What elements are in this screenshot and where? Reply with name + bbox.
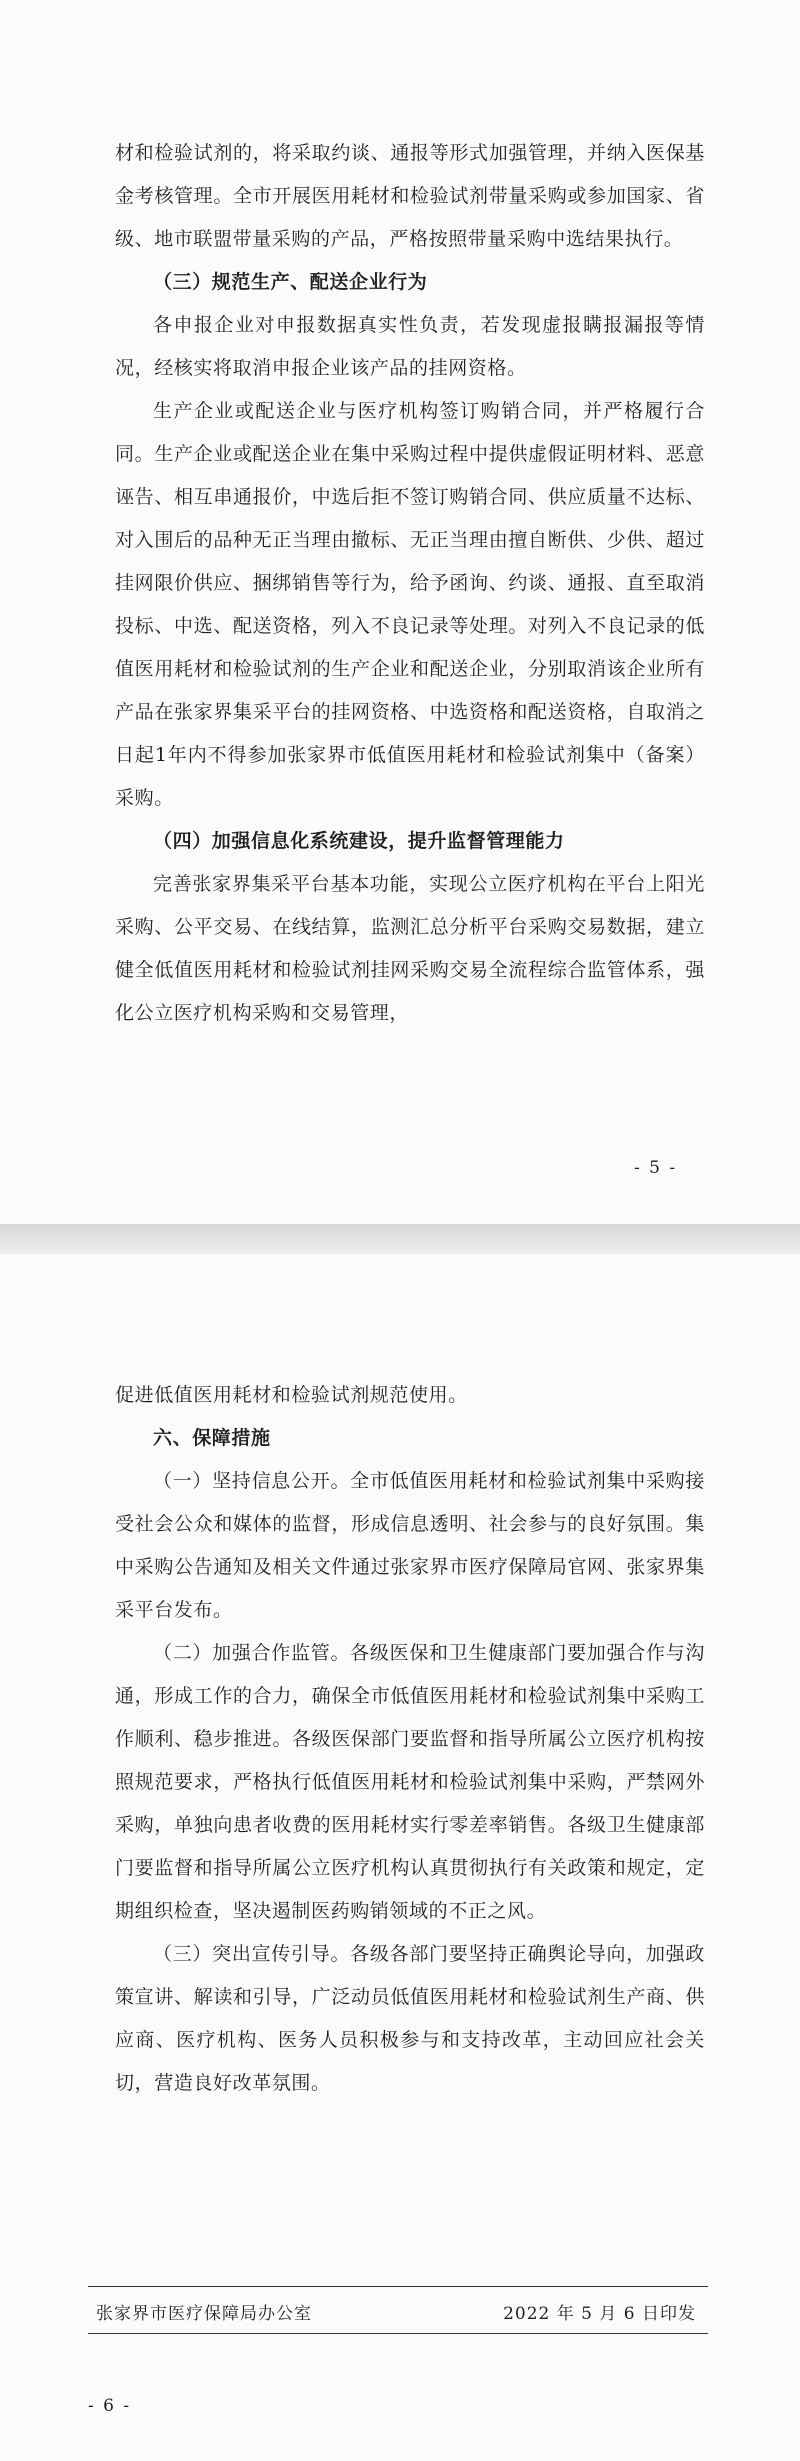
paragraph: 生产企业或配送企业与医疗机构签订购销合同，并严格履行合同。生产企业或配送企业在集中采购过程中提供虚假证明材料、恶意诬告、相互串通报价，中选后拒不签订购销合同、供应质量不达标、对入围后的品种无正当理由撤标、无正当理由擅自断供、少供、超过挂网限价供应、捆绑销售等行为，给予函询、约谈、通报、直至取消投标、中选、配送资格，列入不良记录等处理。对列入不良记录的低值医用耗材和检验试剂的生产企业和配送企业，分别取消该企业所有产品在张家界集采平台的挂网资格、中选资格和配送资格，自取消之日起1年内不得参加张家界市低值医用耗材和检验试剂集中（备案）采购。 xyxy=(115,400,705,809)
page-separator xyxy=(0,1224,800,1254)
document-page-5 xyxy=(0,0,800,1224)
page-number: - 5 - xyxy=(634,1158,678,1178)
paragraph: （二）加强合作监管。各级医保和卫生健康部门要加强合作与沟通，形成工作的合力，确保全市低值医用耗材和检验试剂集中采购工作顺利、稳步推进。各级医保部门要监督和指导所属公立医疗机构按照规范要求，严格执行低值医用耗材和检验试剂集中采购，严禁网外采购，单独向患者收费的医用耗材实行零差率销售。各级卫生健康部门要监督和指导所属公立医疗机构认真贯彻执行有关政策和规定，定期组织检查，坚决遏制医药购销领域的不正之风。 xyxy=(115,1642,705,1922)
issue-date: 2022 年 5 月 6 日印发 xyxy=(503,2304,696,2324)
section-heading: （三）规范生产、配送企业行为 xyxy=(153,271,428,293)
page-number: - 6 - xyxy=(88,2396,132,2416)
document-footer xyxy=(88,2286,708,2334)
paragraph: （一）坚持信息公开。全市低值医用耗材和检验试剂集中采购接受社会公众和媒体的监督，形成信息透明、社会参与的良好氛围。集中采购公告通知及相关文件通过张家界市医疗保障局官网、张家界集采平台发布。 xyxy=(115,1470,705,1621)
page-6-body xyxy=(115,1374,705,2105)
issuer-name: 张家界市医疗保障局办公室 xyxy=(96,2304,312,2324)
paragraph: （三）突出宣传引导。各级各部门要坚持正确舆论导向，加强政策宣讲、解读和引导，广泛动员低值医用耗材和检验试剂生产商、供应商、医疗机构、医务人员积极参与和支持改革，主动回应社会关切，营造良好改革氛围。 xyxy=(115,1943,705,2094)
paragraph: 促进低值医用耗材和检验试剂规范使用。 xyxy=(115,1384,468,1406)
paragraph: 各申报企业对申报数据真实性负责，若发现虚报瞒报漏报等情况，经核实将取消申报企业该产品的挂网资格。 xyxy=(115,314,705,379)
document-page-6 xyxy=(0,1254,800,2461)
page-5-body xyxy=(115,132,705,1035)
section-heading: 六、保障措施 xyxy=(153,1427,271,1449)
section-heading: （四）加强信息化系统建设，提升监督管理能力 xyxy=(153,830,565,852)
paragraph: 完善张家界集采平台基本功能，实现公立医疗机构在平台上阳光采购、公平交易、在线结算，监测汇总分析平台采购交易数据，建立健全低值医用耗材和检验试剂挂网采购交易全流程综合监管体系，强化公立医疗机构采购和交易管理， xyxy=(115,873,705,1024)
paragraph: 材和检验试剂的，将采取约谈、通报等形式加强管理，并纳入医保基金考核管理。全市开展医用耗材和检验试剂带量采购或参加国家、省级、地市联盟带量采购的产品，严格按照带量采购中选结果执行。 xyxy=(115,142,705,250)
